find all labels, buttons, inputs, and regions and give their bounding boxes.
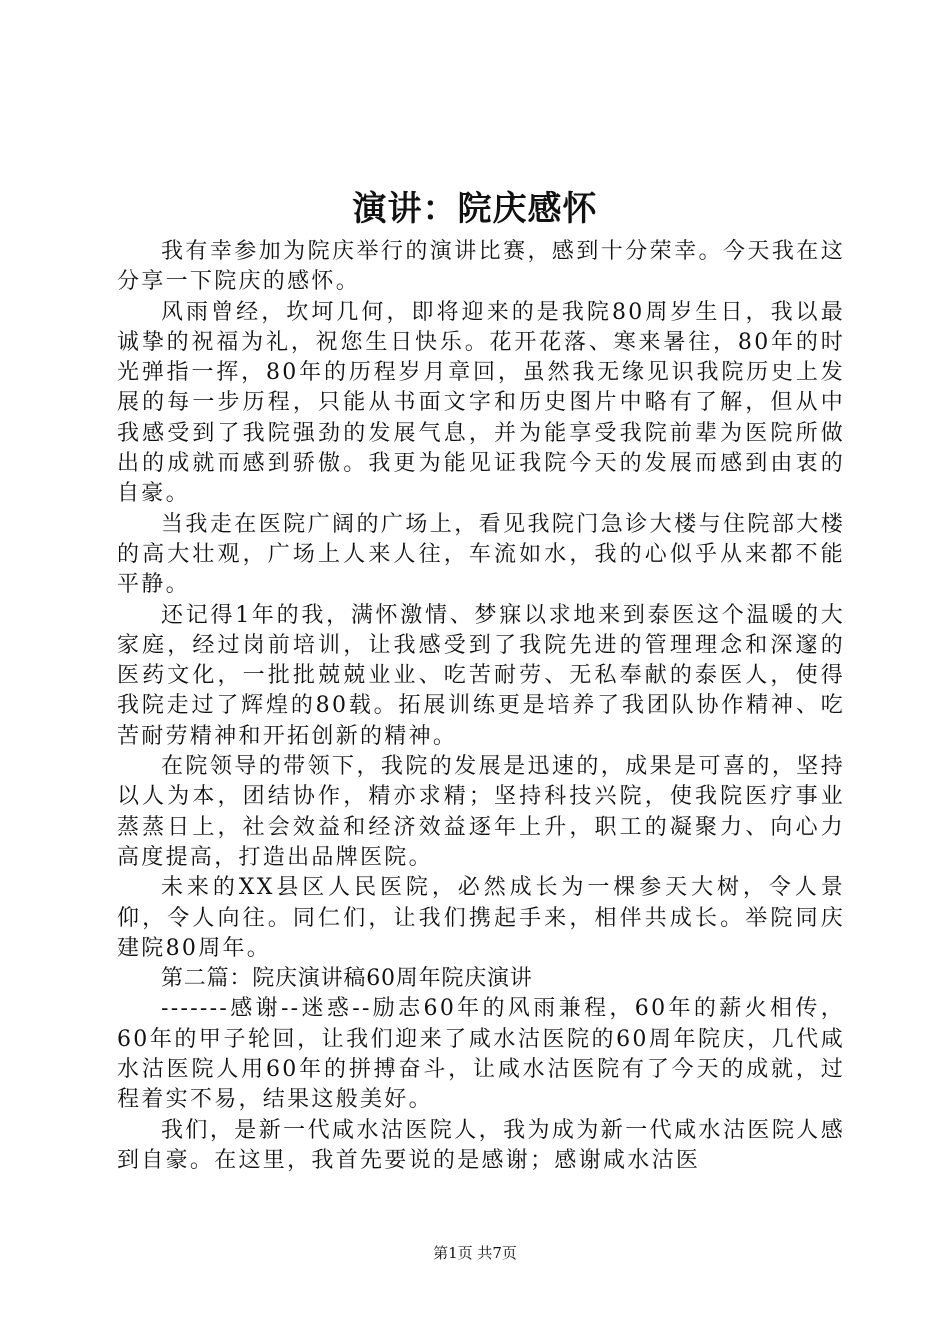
paragraph-80th-birthday: 风雨曾经，坎坷几何，即将迎来的是我院80周岁生日，我以最诚挚的祝福为礼，祝您生日快乐。花开花落、寒来暑往，80年的时光弹指一挥，80年的历程岁月章回，虽然我无缘见识我院历史上发展的每一步历程，只能从书面文字和历史图片中略有了解，但从中我感受到了我院强劲的发展气息，并为能享受我院前辈为医院所做出的成就而感到骄傲。我更为能见证我院今天的发展而感到由衷的自豪。 [117,299,845,507]
paragraph-intro: 我有幸参加为院庆举行的演讲比赛，感到十分荣幸。今天我在这分享一下院庆的感怀。 [117,239,845,295]
paragraph-60th-anniversary: -------感谢--迷惑--励志60年的风雨兼程，60年的薪火相传，60年的甲子轮回，让我们迎来了咸水沽医院的60周年院庆，几代咸水沽医院人用60年的拼搏奋斗，让咸水沽医院有了今天的成就，过程着实不易，结果这般美好。 [117,996,845,1113]
section-heading-second-article: 第二篇：院庆演讲稿60周年院庆演讲 [161,966,533,992]
paragraph-plaza: 当我走在医院广阔的广场上，看见我院门急诊大楼与住院部大楼的高大壮观，广场上人来人往，车流如水，我的心似乎从来都不能平静。 [117,511,845,598]
paragraph-new-generation: 我们，是新一代咸水沽医院人，我为成为新一代咸水沽医院人感到自豪。在这里，我首先要说的是感谢；感谢咸水沽医 [117,1117,845,1173]
page-footer: 第1页 共7页 [433,1244,517,1262]
paragraph-leadership: 在院领导的带领下，我院的发展是迅速的，成果是可喜的，坚持以人为本，团结协作，精亦求精；坚持科技兴院，使我院医疗事业蒸蒸日上，社会效益和经济效益逐年上升，职工的凝聚力、向心力高度提高，打造出品牌医院。 [117,754,845,870]
document-title: 演讲：院庆感怀 [352,189,598,229]
document-body [117,237,845,1176]
paragraph-training: 还记得1年的我，满怀激情、梦寐以求地来到泰医这个温暖的大家庭，经过岗前培训，让我感受到了我院先进的管理理念和深邃的医药文化，一批批兢兢业业、吃苦耐劳、无私奉献的泰医人，使得我院走过了辉煌的80载。拓展训练更是培养了我团队协作精神、吃苦耐劳精神和开拓创新的精神。 [117,602,845,749]
paragraph-future: 未来的XX县区人民医院，必然成长为一棵参天大树，令人景仰，令人向往。同仁们，让我们携起手来，相伴共成长。举院同庆建院80周年。 [117,875,845,961]
